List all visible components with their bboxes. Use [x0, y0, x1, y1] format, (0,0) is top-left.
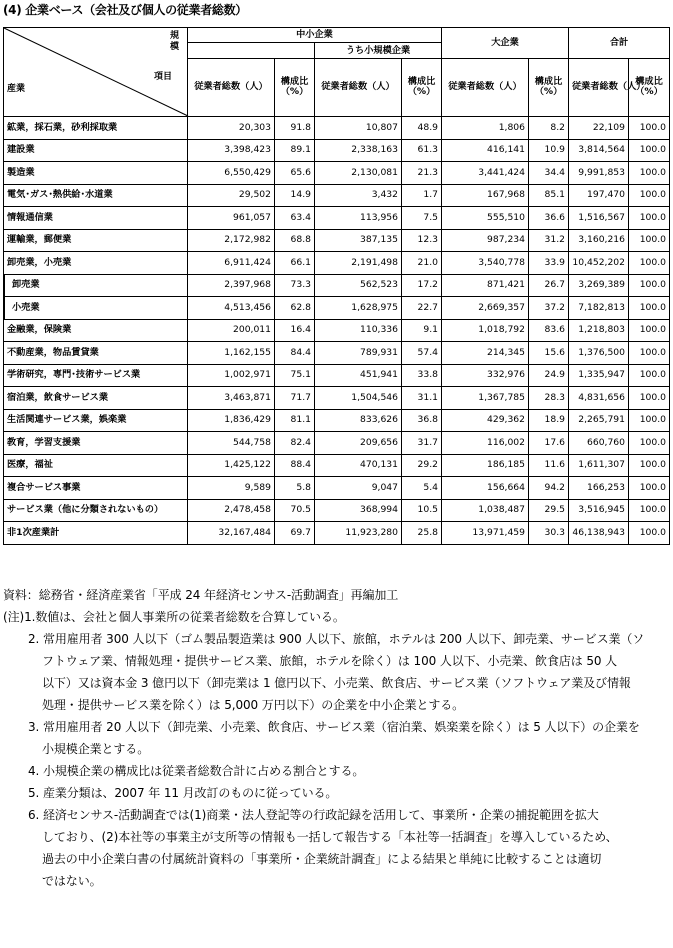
- total-employees-cell: 1,218,803: [569, 319, 629, 342]
- total-ratio-cell: 100.0: [629, 207, 670, 230]
- total-ratio-cell: 100.0: [629, 319, 670, 342]
- total-employees-cell: 7,182,813: [569, 297, 629, 320]
- total-ratio-cell: 100.0: [629, 274, 670, 297]
- header-large-ratio: 構成比 （%）: [529, 58, 569, 116]
- industry-cell: 教育，学習支援業: [4, 432, 188, 455]
- header-large-employees: 従業者総数（人）: [442, 58, 529, 116]
- total-employees-cell: 10,452,202: [569, 252, 629, 275]
- small-employees-cell: 110,336: [315, 319, 402, 342]
- total-employees-cell: 1,516,567: [569, 207, 629, 230]
- industry-cell: 医療，福祉: [4, 454, 188, 477]
- industry-cell: 情報通信業: [4, 207, 188, 230]
- small-employees-cell: 2,338,163: [315, 139, 402, 162]
- sme-ratio-cell: 88.4: [275, 454, 315, 477]
- large-employees-cell: 13,971,459: [442, 522, 529, 545]
- header-total-employees: 従業者総数（人）: [569, 58, 629, 116]
- total-ratio-cell: 100.0: [629, 364, 670, 387]
- large-employees-cell: 1,367,785: [442, 387, 529, 410]
- total-employees-cell: 3,516,945: [569, 499, 629, 522]
- industry-cell: 生活関連サービス業，娯楽業: [4, 409, 188, 432]
- large-ratio-cell: 37.2: [529, 297, 569, 320]
- large-ratio-cell: 11.6: [529, 454, 569, 477]
- total-ratio-cell: 100.0: [629, 387, 670, 410]
- industry-cell: 鉱業，採石業，砂利採取業: [4, 117, 188, 140]
- note-5: 5. 産業分類は、2007 年 11 月改訂のものに従っている。: [28, 786, 338, 800]
- large-employees-cell: 1,806: [442, 117, 529, 140]
- sme-employees-cell: 9,589: [188, 477, 275, 500]
- sme-employees-cell: 29,502: [188, 184, 275, 207]
- industry-cell: 卸売業，小売業: [4, 252, 188, 275]
- header-total: 合計: [569, 28, 670, 59]
- small-employees-cell: 3,432: [315, 184, 402, 207]
- total-employees-cell: 197,470: [569, 184, 629, 207]
- sme-employees-cell: 6,550,429: [188, 162, 275, 185]
- sme-ratio-cell: 66.1: [275, 252, 315, 275]
- header-small: うち小規模企業: [315, 43, 442, 58]
- total-ratio-cell: 100.0: [629, 477, 670, 500]
- large-employees-cell: 1,038,487: [442, 499, 529, 522]
- industry-cell: 複合サービス事業: [4, 477, 188, 500]
- table-row: [4, 162, 670, 185]
- total-ratio-cell: 100.0: [629, 117, 670, 140]
- sme-employees-cell: 4,513,456: [188, 297, 275, 320]
- total-ratio-cell: 100.0: [629, 409, 670, 432]
- large-ratio-cell: 18.9: [529, 409, 569, 432]
- large-ratio-cell: 26.7: [529, 274, 569, 297]
- large-employees-cell: 2,669,357: [442, 297, 529, 320]
- industry-cell: 金融業，保険業: [4, 319, 188, 342]
- note-1: (注)1.数値は、会社と個人事業所の従業者総数を合算している。: [3, 610, 345, 624]
- small-ratio-cell: 29.2: [402, 454, 442, 477]
- large-ratio-cell: 94.2: [529, 477, 569, 500]
- sme-ratio-cell: 82.4: [275, 432, 315, 455]
- sme-ratio-cell: 68.8: [275, 229, 315, 252]
- sme-employees-cell: 544,758: [188, 432, 275, 455]
- small-employees-cell: 113,956: [315, 207, 402, 230]
- total-ratio-cell: 100.0: [629, 499, 670, 522]
- sme-ratio-cell: 89.1: [275, 139, 315, 162]
- small-ratio-cell: 57.4: [402, 342, 442, 365]
- sme-ratio-cell: 62.8: [275, 297, 315, 320]
- sme-ratio-cell: 63.4: [275, 207, 315, 230]
- total-employees-cell: 22,109: [569, 117, 629, 140]
- sme-ratio-cell: 5.8: [275, 477, 315, 500]
- corner-scale-label-2: 模: [170, 42, 180, 52]
- table-row: [4, 387, 670, 410]
- header-sme-employees: 従業者総数（人）: [188, 58, 275, 116]
- source-note: 資料：総務省・経済産業省「平成 24 年経済センサス‐活動調査」再編加工: [3, 588, 399, 602]
- sme-ratio-cell: 75.1: [275, 364, 315, 387]
- large-employees-cell: 555,510: [442, 207, 529, 230]
- large-ratio-cell: 10.9: [529, 139, 569, 162]
- sme-employees-cell: 3,398,423: [188, 139, 275, 162]
- total-employees-cell: 2,265,791: [569, 409, 629, 432]
- sme-ratio-cell: 65.6: [275, 162, 315, 185]
- table-row: [4, 454, 670, 477]
- total-ratio-cell: 100.0: [629, 342, 670, 365]
- note-4: 4. 小規模企業の構成比は従業者総数合計に占める割合とする。: [28, 764, 365, 778]
- industry-cell: 卸売業: [4, 274, 188, 297]
- sme-employees-cell: 6,911,424: [188, 252, 275, 275]
- sme-ratio-cell: 14.9: [275, 184, 315, 207]
- sme-ratio-cell: 16.4: [275, 319, 315, 342]
- total-employees-cell: 46,138,943: [569, 522, 629, 545]
- large-ratio-cell: 28.3: [529, 387, 569, 410]
- sme-ratio-cell: 81.1: [275, 409, 315, 432]
- large-employees-cell: 186,185: [442, 454, 529, 477]
- total-ratio-cell: 100.0: [629, 252, 670, 275]
- sme-employees-cell: 1,002,971: [188, 364, 275, 387]
- large-employees-cell: 3,540,778: [442, 252, 529, 275]
- sme-employees-cell: 2,478,458: [188, 499, 275, 522]
- header-sme-ratio: 構成比 （%）: [275, 58, 315, 116]
- total-ratio-cell: 100.0: [629, 229, 670, 252]
- industry-cell: 非1次産業計: [4, 522, 188, 545]
- small-employees-cell: 9,047: [315, 477, 402, 500]
- corner-item-label: 項目: [154, 72, 173, 82]
- small-ratio-cell: 17.2: [402, 274, 442, 297]
- sme-employees-cell: 2,397,968: [188, 274, 275, 297]
- large-ratio-cell: 83.6: [529, 319, 569, 342]
- large-ratio-cell: 29.5: [529, 499, 569, 522]
- header-sme: 中小企業: [188, 28, 442, 43]
- sme-ratio-cell: 69.7: [275, 522, 315, 545]
- table-row: [4, 274, 670, 297]
- sme-ratio-cell: 73.3: [275, 274, 315, 297]
- table-row: [4, 409, 670, 432]
- employees-table: [3, 27, 670, 545]
- large-employees-cell: 987,234: [442, 229, 529, 252]
- note-2: 2. 常用雇用者 300 人以下（ゴム製品製造業は 900 人以下、旅館，ホテルは 200 人以下、卸売業、サービス業（ソ フトウェア業、情報処理・提供サービス業、旅館，ホテルを除く）は 100 人以下、小売業、飲食店は 50 人 以下）又は資本金 3 億円以下（卸売業は 1 億円以下、小売業、飲食店、サービス業（ソフトウェア業及び情報 処理・提供サービス業を除く）は 5,000 万円以下）の企業を中小企業とする。: [28, 632, 645, 712]
- small-employees-cell: 1,504,546: [315, 387, 402, 410]
- table-row: [4, 522, 670, 545]
- total-ratio-cell: 100.0: [629, 139, 670, 162]
- total-employees-cell: 3,160,216: [569, 229, 629, 252]
- large-ratio-cell: 8.2: [529, 117, 569, 140]
- sme-employees-cell: 32,167,484: [188, 522, 275, 545]
- large-ratio-cell: 36.6: [529, 207, 569, 230]
- small-ratio-cell: 1.7: [402, 184, 442, 207]
- industry-cell: 建設業: [4, 139, 188, 162]
- total-employees-cell: 660,760: [569, 432, 629, 455]
- table-row: [4, 139, 670, 162]
- total-employees-cell: 166,253: [569, 477, 629, 500]
- total-employees-cell: 4,831,656: [569, 387, 629, 410]
- small-ratio-cell: 10.5: [402, 499, 442, 522]
- large-ratio-cell: 34.4: [529, 162, 569, 185]
- total-employees-cell: 1,376,500: [569, 342, 629, 365]
- table-row: [4, 229, 670, 252]
- sme-ratio-cell: 71.7: [275, 387, 315, 410]
- section-title: (4) 企業ベース（会社及び個人の従業者総数）: [3, 3, 247, 17]
- total-ratio-cell: 100.0: [629, 297, 670, 320]
- small-ratio-cell: 7.5: [402, 207, 442, 230]
- small-employees-cell: 562,523: [315, 274, 402, 297]
- small-employees-cell: 368,994: [315, 499, 402, 522]
- small-employees-cell: 10,807: [315, 117, 402, 140]
- large-ratio-cell: 30.3: [529, 522, 569, 545]
- industry-cell: 製造業: [4, 162, 188, 185]
- small-employees-cell: 2,191,498: [315, 252, 402, 275]
- small-ratio-cell: 5.4: [402, 477, 442, 500]
- sme-employees-cell: 2,172,982: [188, 229, 275, 252]
- sme-ratio-cell: 70.5: [275, 499, 315, 522]
- small-ratio-cell: 25.8: [402, 522, 442, 545]
- large-employees-cell: 116,002: [442, 432, 529, 455]
- table-row: [4, 477, 670, 500]
- note-6: 6. 経済センサス‐活動調査では(1)商業・法人登記等の行政記録を活用して、事業所・企業の捕捉範囲を拡大 しており、(2)本社等の事業主が支所等の情報も一括して報告する「本社等一括調査」を導入しているため、 過去の中小企業白書の付属統計資料の「事業所・企業統計調査」による結果と単純に比較することは適切 ではない。: [28, 808, 618, 888]
- large-ratio-cell: 31.2: [529, 229, 569, 252]
- small-ratio-cell: 33.8: [402, 364, 442, 387]
- sme-employees-cell: 1,425,122: [188, 454, 275, 477]
- small-ratio-cell: 36.8: [402, 409, 442, 432]
- industry-cell: 小売業: [4, 297, 188, 320]
- small-ratio-cell: 48.9: [402, 117, 442, 140]
- sme-employees-cell: 200,011: [188, 319, 275, 342]
- small-employees-cell: 833,626: [315, 409, 402, 432]
- large-ratio-cell: 17.6: [529, 432, 569, 455]
- table-row: [4, 364, 670, 387]
- sme-employees-cell: 961,057: [188, 207, 275, 230]
- table-row: [4, 319, 670, 342]
- header-sme-blank: [188, 43, 315, 58]
- industry-cell: 学術研究，専門･技術サービス業: [4, 364, 188, 387]
- large-ratio-cell: 15.6: [529, 342, 569, 365]
- small-ratio-cell: 31.1: [402, 387, 442, 410]
- large-ratio-cell: 85.1: [529, 184, 569, 207]
- notes: [3, 584, 671, 892]
- large-employees-cell: 871,421: [442, 274, 529, 297]
- table-row: [4, 184, 670, 207]
- header-large: 大企業: [442, 28, 569, 59]
- industry-cell: 電気･ガス･熱供給･水道業: [4, 184, 188, 207]
- sme-employees-cell: 1,836,429: [188, 409, 275, 432]
- large-employees-cell: 416,141: [442, 139, 529, 162]
- small-ratio-cell: 12.3: [402, 229, 442, 252]
- table-row: [4, 117, 670, 140]
- corner-scale-label: 規: [170, 31, 180, 41]
- total-ratio-cell: 100.0: [629, 454, 670, 477]
- total-employees-cell: 1,611,307: [569, 454, 629, 477]
- sme-ratio-cell: 91.8: [275, 117, 315, 140]
- small-ratio-cell: 22.7: [402, 297, 442, 320]
- large-employees-cell: 167,968: [442, 184, 529, 207]
- large-employees-cell: 214,345: [442, 342, 529, 365]
- total-ratio-cell: 100.0: [629, 162, 670, 185]
- industry-cell: 不動産業，物品賃貸業: [4, 342, 188, 365]
- table-row: [4, 342, 670, 365]
- table-row: [4, 207, 670, 230]
- sme-employees-cell: 20,303: [188, 117, 275, 140]
- table-row: [4, 499, 670, 522]
- large-employees-cell: 332,976: [442, 364, 529, 387]
- table-row: [4, 252, 670, 275]
- small-ratio-cell: 21.3: [402, 162, 442, 185]
- header-corner-cell: [4, 28, 188, 117]
- small-ratio-cell: 31.7: [402, 432, 442, 455]
- industry-cell: 宿泊業，飲食サービス業: [4, 387, 188, 410]
- sme-employees-cell: 1,162,155: [188, 342, 275, 365]
- industry-cell: サービス業（他に分類されないもの）: [4, 499, 188, 522]
- header-small-employees: 従業者総数（人）: [315, 58, 402, 116]
- small-employees-cell: 387,135: [315, 229, 402, 252]
- table-row: [4, 432, 670, 455]
- small-ratio-cell: 21.0: [402, 252, 442, 275]
- header-total-ratio: 構成比 （%）: [629, 58, 670, 116]
- total-employees-cell: 9,991,853: [569, 162, 629, 185]
- total-employees-cell: 3,269,389: [569, 274, 629, 297]
- small-employees-cell: 789,931: [315, 342, 402, 365]
- small-employees-cell: 451,941: [315, 364, 402, 387]
- total-employees-cell: 3,814,564: [569, 139, 629, 162]
- large-employees-cell: 3,441,424: [442, 162, 529, 185]
- small-employees-cell: 1,628,975: [315, 297, 402, 320]
- large-employees-cell: 1,018,792: [442, 319, 529, 342]
- small-employees-cell: 470,131: [315, 454, 402, 477]
- small-employees-cell: 2,130,081: [315, 162, 402, 185]
- table-body: [4, 117, 670, 545]
- note-3: 3. 常用雇用者 20 人以下（卸売業、小売業、飲食店、サービス業（宿泊業、娯楽業を除く）は 5 人以下）の企業を 小規模企業とする。: [28, 720, 640, 756]
- sme-employees-cell: 3,463,871: [188, 387, 275, 410]
- total-ratio-cell: 100.0: [629, 432, 670, 455]
- header-small-ratio: 構成比 （%）: [402, 58, 442, 116]
- large-employees-cell: 156,664: [442, 477, 529, 500]
- total-employees-cell: 1,335,947: [569, 364, 629, 387]
- large-ratio-cell: 24.9: [529, 364, 569, 387]
- corner-industry-label: 産業: [7, 84, 26, 94]
- large-ratio-cell: 33.9: [529, 252, 569, 275]
- total-ratio-cell: 100.0: [629, 522, 670, 545]
- small-ratio-cell: 61.3: [402, 139, 442, 162]
- sme-ratio-cell: 84.4: [275, 342, 315, 365]
- large-employees-cell: 429,362: [442, 409, 529, 432]
- table-row: [4, 297, 670, 320]
- total-ratio-cell: 100.0: [629, 184, 670, 207]
- small-ratio-cell: 9.1: [402, 319, 442, 342]
- small-employees-cell: 11,923,280: [315, 522, 402, 545]
- small-employees-cell: 209,656: [315, 432, 402, 455]
- industry-cell: 運輸業，郵便業: [4, 229, 188, 252]
